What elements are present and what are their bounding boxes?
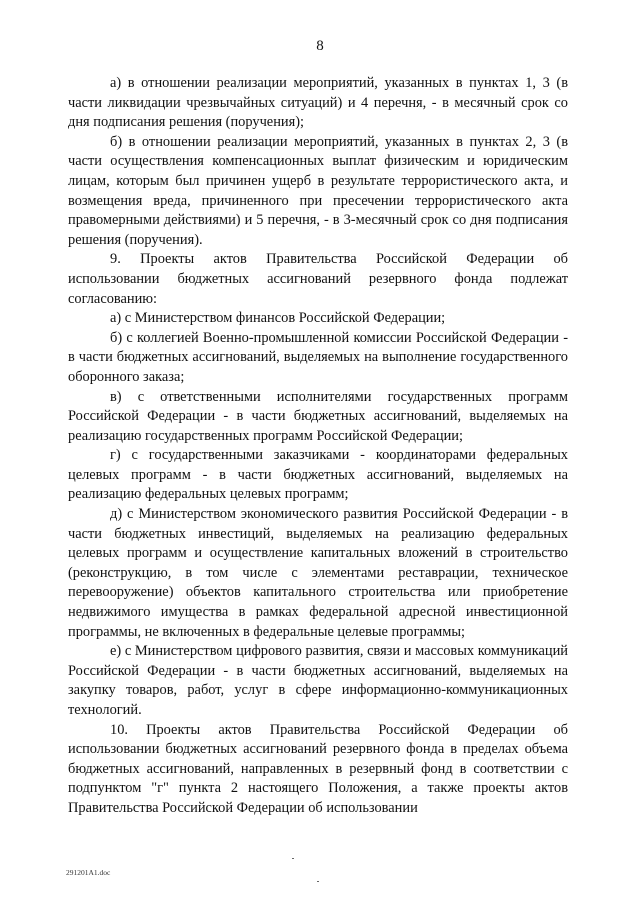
footer-filename: 291201А1.doc (66, 868, 111, 877)
paragraph-9a: а) с Министерством финансов Российской Федерации; (110, 310, 446, 327)
page-number: 8 (316, 38, 324, 54)
scan-speck (292, 858, 294, 859)
document-body (68, 74, 568, 819)
paragraph-9v: в) с ответственными исполнителями государственных программ Российской Федерации - в части бюджетных ассигнований, выделяемых на реализацию государственных программ Российской Федерации; (68, 388, 568, 444)
paragraph-9: 9. Проекты актов Правительства Российской Федерации об использовании бюджетных ассигнований резервного фонда подлежат согласованию: (68, 251, 568, 307)
paragraph-9g: г) с государственными заказчиками - координаторами федеральных целевых программ - в части бюджетных ассигнований, выделяемых на реализацию федеральных целевых программ; (68, 447, 568, 503)
paragraph-10: 10. Проекты актов Правительства Российской Федерации об использовании бюджетных ассигнований резервного фонда в пределах объема бюджетных ассигнований, направленных в резервный фонд в соответствии с подпунктом "г" пункта 2 настоящего Положения, а также проекты актов Правительства Российской Федерации об использовании (68, 721, 568, 816)
paragraph-9d: д) с Министерством экономического развития Российской Федерации - в части бюджетных инвестиций, выделяемых на реализацию федеральных целевых программ и осуществление капитальных вложений в строительство (реконструкцию, в том числе с элементами реставрации, техническое перевооружение) объектов капитального строительства или приобретение недвижимого имущества в рамках федеральной адресной инвестиционной программы, не включенных в федеральные целевые программы; (68, 506, 568, 640)
scan-speck (317, 881, 319, 882)
paragraph-4a: а) в отношении реализации мероприятий, указанных в пунктах 1, 3 (в части ликвидации чрезвычайных ситуаций) и 4 перечня, - в месячный срок со дня подписания решения (поручения); (68, 75, 568, 131)
paragraph-9b: б) с коллегией Военно-промышленной комиссии Российской Федерации - в части бюджетных ассигнований, выделяемых на выполнение государственного оборонного заказа; (68, 329, 568, 385)
paragraph-9e: е) с Министерством цифрового развития, связи и массовых коммуникаций Российской Федерации - в части бюджетных ассигнований, выделяемых на закупку товаров, работ, услуг в сфере информационно-коммуникационных технологий. (68, 643, 568, 718)
paragraph-4b: б) в отношении реализации мероприятий, указанных в пунктах 2, 3 (в части осуществления компенсационных выплат физическим и юридическим лицам, которым был причинен ущерб в результате террористического акта, и возмещения вреда, причиненного при пресечении террористического акта правомерными действиями) и 5 перечня, - в 3-месячный срок со дня подписания решения (поручения). (68, 133, 568, 248)
